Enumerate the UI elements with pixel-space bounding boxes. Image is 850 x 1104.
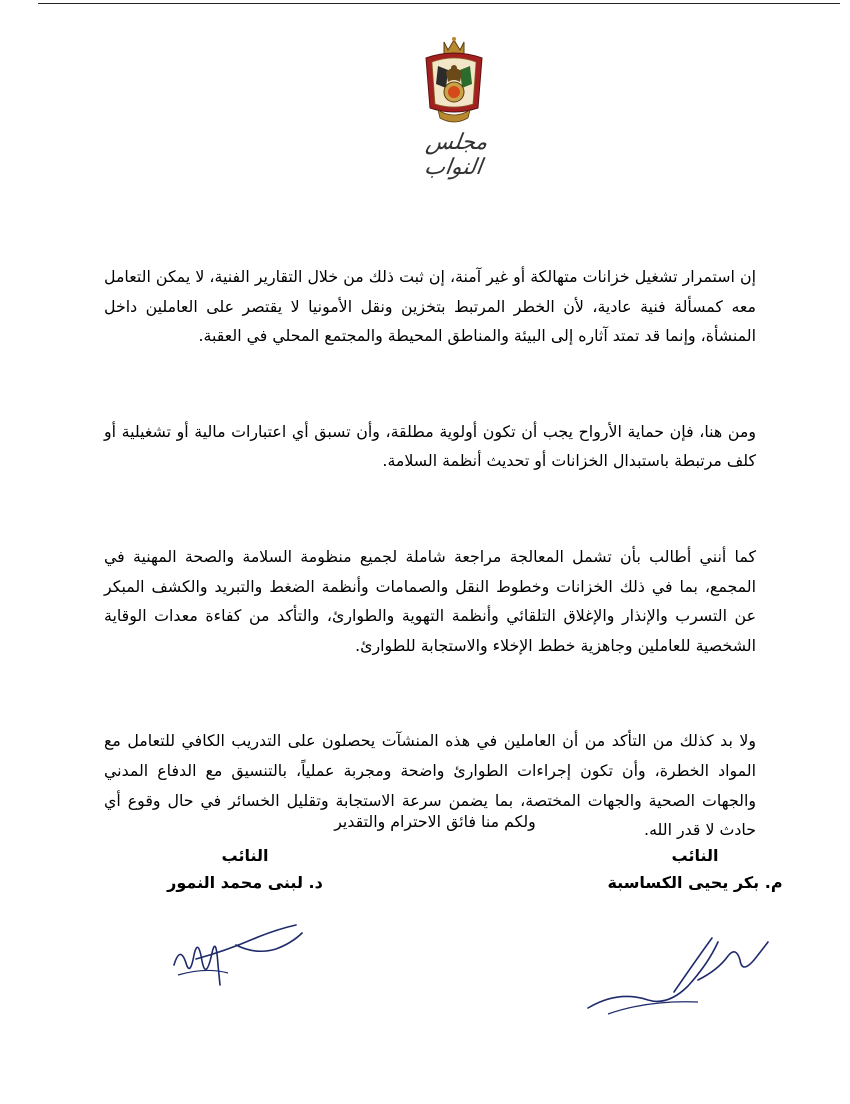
signatory-left-name: د. لبنى محمد النمور [167, 873, 323, 892]
signatory-left [150, 846, 340, 892]
paragraph-3: كما أنني أطالب بأن تشمل المعالجة مراجعة شاملة لجميع منظومة السلامة والصحة المهنية في المجمع، بما في ذلك الخزانات وخطوط النقل والصمامات وأنظمة الضغط والتبريد والكشف المبكر عن التسرب والإنذار والإغلاق التلقائي وأنظمة التهوية والطوارئ، والتأكد من كفاءة معدات الوقاية الشخصية للعاملين وجاهزية خطط الإخلاء والاستجابة للطوارئ. [104, 546, 756, 655]
jordan-coat-of-arms-icon [418, 36, 490, 128]
council-name: مجلس النواب [422, 130, 490, 180]
signatory-right-name: م. بكر يحيى الكساسبة [607, 873, 783, 892]
signatory-right [600, 846, 790, 892]
signatory-left-role: النائب [221, 846, 269, 865]
paragraph-2: ومن هنا، فإن حماية الأرواح يجب أن تكون أولوية مطلقة، وأن تسبق أي اعتبارات مالية أو تشغيلية أو كلف مرتبطة باستبدال الخزانات أو تحديث أنظمة السلامة. [104, 421, 756, 471]
signatory-right-role: النائب [671, 846, 719, 865]
signature-right [578, 930, 778, 1020]
signature-left [166, 915, 306, 995]
closing-line: ولكم منا فائق الاحترام والتقدير [334, 812, 536, 831]
paragraph-4: ولا بد كذلك من التأكد من أن العاملين في هذه المنشآت يحصلون على التدريب الكافي للتعامل مع المواد الخطرة، وأن تكون إجراءات الطوارئ واضحة ومجربة عملياً، بالتنسيق مع الدفاع المدني والجهات الصحية والجهات المختصة، بما يضمن سرعة الاستجابة وتقليل الخسائر في حال وقوع أي حادث لا قدر الله. [104, 731, 756, 840]
top-border-line [38, 3, 840, 4]
paragraph-1: إن استمرار تشغيل خزانات متهالكة أو غير آمنة، إن ثبت ذلك من خلال التقارير الفنية، لا يمكن التعامل معه كمسألة فنية عادية، لأن الخطر المرتبط بتخزين ونقل الأمونيا لا يقتصر على العاملين داخل المنشأة، وإنما قد تمتد آثاره إلى البيئة والمناطق المحيطة والمجتمع المحلي في العقبة. [104, 267, 756, 346]
